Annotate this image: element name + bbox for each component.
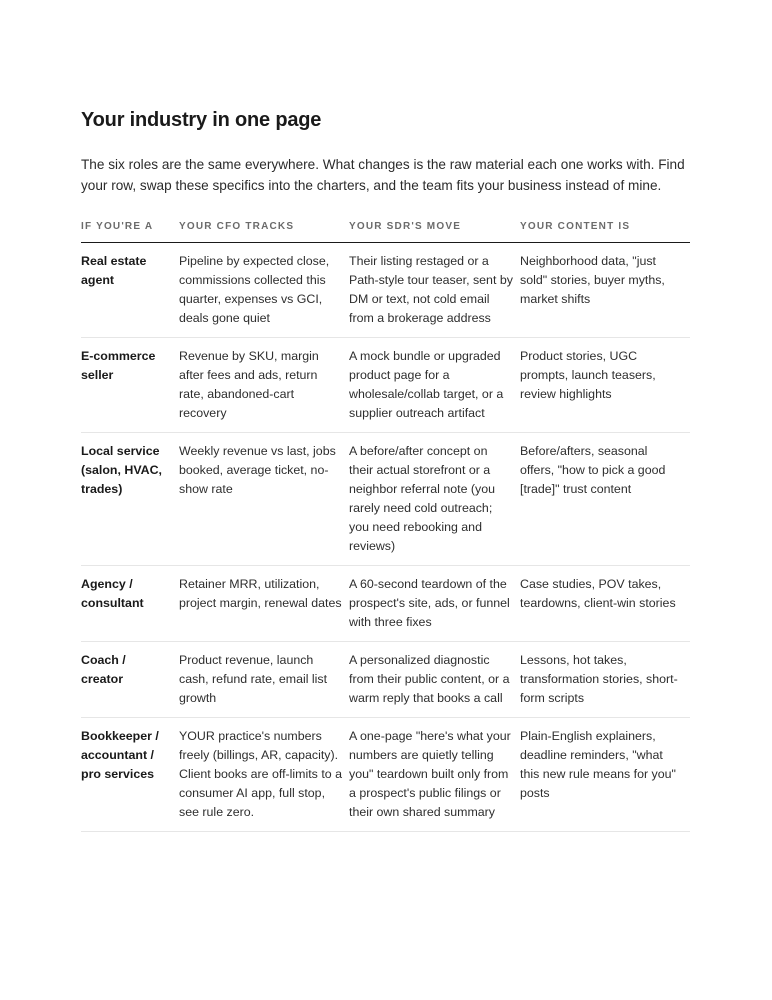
content-cell: Case studies, POV takes, teardowns, client-win stories — [520, 566, 690, 642]
sdr-cell: A personalized diagnostic from their public content, or a warm reply that books a call — [349, 642, 520, 718]
table-row — [81, 566, 690, 642]
table-row — [81, 718, 690, 832]
table-row — [81, 642, 690, 718]
sdr-cell: A 60-second teardown of the prospect's site, ads, or funnel with three fixes — [349, 566, 520, 642]
cfo-cell: Weekly revenue vs last, jobs booked, average ticket, no-show rate — [179, 433, 349, 566]
cfo-cell: Pipeline by expected close, commissions collected this quarter, expenses vs GCI, deals gone quiet — [179, 243, 349, 338]
table-row — [81, 243, 690, 338]
content-cell: Product stories, UGC prompts, launch teasers, review highlights — [520, 338, 690, 433]
role-cell: Local service (salon, HVAC, trades) — [81, 433, 179, 566]
role-cell: Bookkeeper / accountant / pro services — [81, 718, 179, 832]
sdr-cell: A before/after concept on their actual storefront or a neighbor referral note (you rarely need cold outreach; you need rebooking and reviews) — [349, 433, 520, 566]
content-cell: Plain-English explainers, deadline reminders, "what this new rule means for you" posts — [520, 718, 690, 832]
content-cell: Neighborhood data, "just sold" stories, buyer myths, market shifts — [520, 243, 690, 338]
sdr-cell: A mock bundle or upgraded product page for a wholesale/collab target, or a supplier outreach artifact — [349, 338, 520, 433]
industry-table — [81, 221, 690, 832]
role-cell: Agency / consultant — [81, 566, 179, 642]
header-cfo: YOUR CFO TRACKS — [179, 221, 349, 243]
header-content: YOUR CONTENT IS — [520, 221, 690, 243]
table-row — [81, 433, 690, 566]
sdr-cell: A one-page "here's what your numbers are quietly telling you" teardown built only from a prospect's public filings or their own shared summary — [349, 718, 520, 832]
header-sdr: YOUR SDR'S MOVE — [349, 221, 520, 243]
sdr-cell: Their listing restaged or a Path-style tour teaser, sent by DM or text, not cold email from a brokerage address — [349, 243, 520, 338]
page-title: Your industry in one page — [81, 109, 322, 131]
cfo-cell: Product revenue, launch cash, refund rate, email list growth — [179, 642, 349, 718]
cfo-cell: YOUR practice's numbers freely (billings, AR, capacity). Client books are off-limits to a consumer AI app, full stop, see rule zero. — [179, 718, 349, 832]
intro-paragraph: The six roles are the same everywhere. What changes is the raw material each one works with. Find your row, swap these specifics into the charters, and the team fits your business instead of mine. — [81, 157, 685, 193]
role-cell: Coach / creator — [81, 642, 179, 718]
role-cell: Real estate agent — [81, 243, 179, 338]
content-cell: Before/afters, seasonal offers, "how to pick a good [trade]" trust content — [520, 433, 690, 566]
role-cell: E-commerce seller — [81, 338, 179, 433]
table-row — [81, 338, 690, 433]
cfo-cell: Retainer MRR, utilization, project margin, renewal dates — [179, 566, 349, 642]
content-cell: Lessons, hot takes, transformation stories, short-form scripts — [520, 642, 690, 718]
industry-section — [81, 106, 690, 832]
header-role: IF YOU'RE A — [81, 221, 179, 243]
cfo-cell: Revenue by SKU, margin after fees and ads, return rate, abandoned-cart recovery — [179, 338, 349, 433]
table-header-row — [81, 221, 690, 243]
